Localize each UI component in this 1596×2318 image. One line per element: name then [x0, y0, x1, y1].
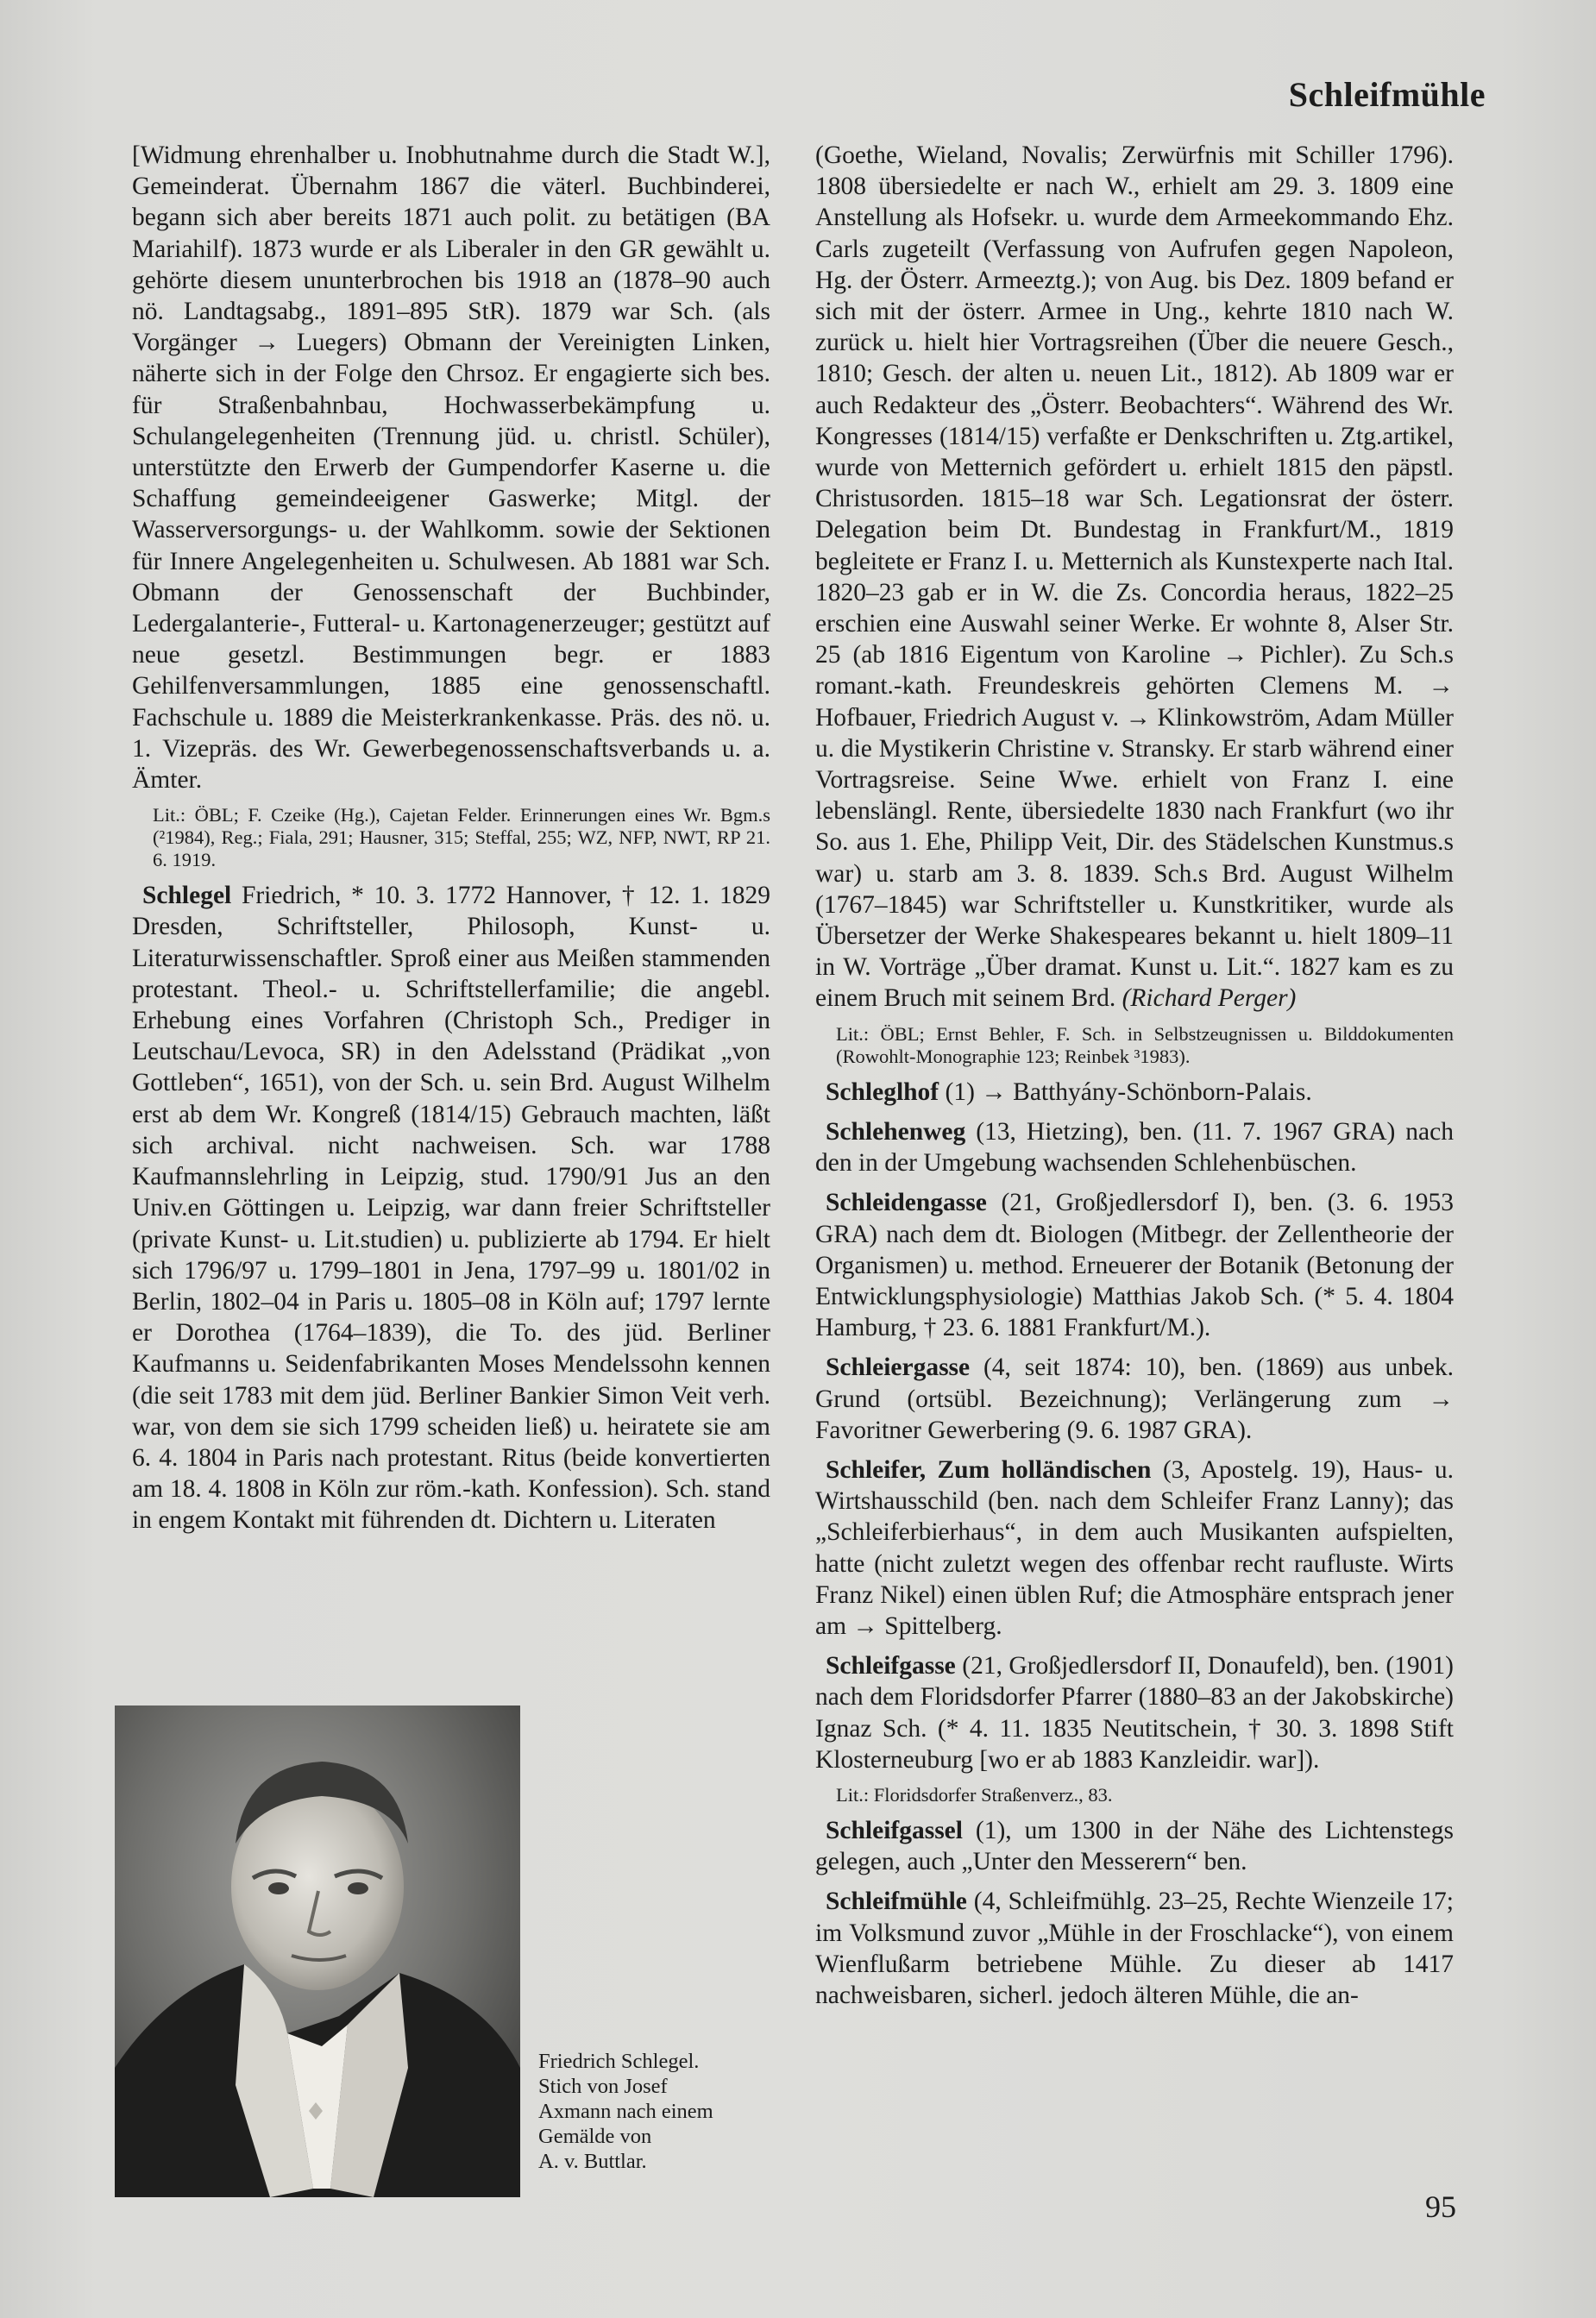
entry-headword: Schleifmühle [826, 1888, 967, 1916]
entry-headword: Schleifer, Zum holländischen [826, 1455, 1152, 1484]
entry-text: (21, Großjedlersdorf I), ben. (3. 6. 1953 GRA) nach dem dt. Biologen (Mitbegr. der Zellentheorie der Organismen) u. method. Erneuerer der Botanik (Betonung der Entwicklungsphysiologie) Matthias Jakob Sch. (* 5. 4. 1804 Hamburg, † 23. 6. 1881 Frankfurt/M.). [815, 1189, 1455, 1342]
entry [815, 1077, 1454, 1108]
entry-headword: Schleidengasse [826, 1189, 987, 1217]
caption-line: Stich von Josef [538, 2075, 668, 2098]
figure-caption [538, 2049, 771, 2174]
entry-text: (21, Großjedlersdorf II, Donaufeld), ben. (1901) nach dem Floridsdorfer Pfarrer (1880–83 an der Jakobskirche) Ignaz Sch. (* 4. 11. 1835 Neutitschein, † 30. 3. 1898 Stift Klosterneuburg [wo er ab 1883 Kanzleidir. war]). [815, 1652, 1454, 1774]
literature-reference: Lit.: ÖBL; Ernst Behler, F. Sch. in Selbstzeugnissen u. Bilddokumenten (Rowohlt-Monographie 123; Reinbek ³1983). [836, 1022, 1454, 1067]
right-column [815, 140, 1454, 2011]
entry-text: (Goethe, Wieland, Novalis; Zerwürfnis mit Schiller 1796). 1808 übersiedelte er nach W., erhielt am 29. 3. 1809 eine Anstellung als Hofsekr. u. wurde dem Armeekommando Ehz. Carls zugeteilt (Verfassung von Aufrufen gegen Napoleon, Hg. der Österr. Armeeztg.); von Aug. bis Dez. 1809 befand er sich mit der österr. Armee in Ung., kehrte 1810 nach W. zurück u. hielt hier Vortragsreihen (Über die neuere Gesch., 1810; Gesch. der alten u. neuen Lit., 1812). Ab 1809 war er auch Redakteur des „Österr. Beobachters“. Während des Wr. Kongresses (1814/15) verfaßte er Denkschriften u. Ztg.artikel, wurde von Metternich gefördert u. erhielt 1815 den päpstl. Christusorden. 1815–18 war Sch. Legationsrat der österr. Delegation beim Dt. Bundestag in Frankfurt/M., 1819 begleitete er Franz I. u. Metternich als Kunstexperte nach Ital. 1820–23 gab er in W. die Zs. Concordia heraus, 1822–25 erschien eine Auswahl seiner Werke. Er wohnte 8, Alser Str. 25 (ab 1816 Eigentum von Karoline → Pichler). Zu Sch.s romant.-kath. Freundeskreis gehörten Clemens M. → Hofbauer, Friedrich August v. → Klinkowström, Adam Müller u. die Mystikerin Christine v. Stransky. Er starb während einer Vortragsreise. Seine Wwe. erhielt von Franz I. eine lebenslängl. Rente, übersiedelte 1830 nach Frankfurt (wo ihr So. aus 1. Ehe, Philipp Veit, Dir. des Städelschen Kunstmus.s war) u. starb am 3. 8. 1839. Sch.s Brd. August Wilhelm (1767–1845) war Schriftsteller u. Kunstkritiker, wurde als Übersetzer der Werke Shakespeares bekannt u. hielt 1809–11 in W. Vorträge „Über dramat. Kunst u. Lit.“. 1827 kam es zu einem Bruch mit seinem Brd. [815, 141, 1454, 1013]
entry-text: (4, seit 1874: 10), ben. (1869) aus unbek. Grund (ortsübl. Bezeichnung); Verlängerung zum → Favoritner Gewerbering (9. 6. 1987 GRA). [815, 1354, 1455, 1444]
entry-text: (1), um 1300 in der Nähe des Lichtenstegs gelegen, auch „Unter den Messerern“ ben. [815, 1816, 1455, 1876]
left-column [132, 140, 770, 1536]
page-number: 95 [1425, 2189, 1456, 2224]
entry [815, 1187, 1454, 1343]
caption-line: Axmann nach einem [538, 2100, 713, 2123]
portrait-engraving [115, 1706, 520, 2197]
portrait-image [115, 1706, 520, 2197]
entry-headword: Schleifgassel [826, 1816, 963, 1844]
entry-headword: Schlegel [142, 882, 232, 910]
entry [815, 1116, 1454, 1178]
entry [815, 1352, 1454, 1446]
entry-text: (13, Hietzing), ben. (11. 7. 1967 GRA) nach den in der Umgebung wachsenden Schlehenbüschen. [815, 1117, 1454, 1178]
entry-headword: Schlehenweg [826, 1117, 966, 1146]
caption-line: Gemälde von [538, 2125, 652, 2148]
entry-text: Friedrich, * 10. 3. 1772 Hannover, † 12. 1. 1829 Dresden, Schriftsteller, Philosoph, Kunst- u. Literaturwissenschaftler. Sproß einer aus Meißen stammenden protestant. Theol.- u. Schriftstellerfamilie; die angebl. Erhebung eines Vorfahren (Christoph Sch., Prediger in Leutschau/Levoca, SR) in den Adelsstand (Prädikat „von Gottleben“, 1651), von der Sch. u. sein Brd. August Wilhelm erst ab dem Wr. Kongreß (1814/15) Gebrauch machten, läßt sich archival. nicht nachweisen. Sch. war 1788 Kaufmannslehrling in Leipzig, stud. 1790/91 Jus an den Univ.en Göttingen u. Leipzig, war dann freier Schriftsteller (private Kunst- u. Lit.studien) u. publizierte ab 1794. Er hielt sich 1796/97 u. 1799–1801 in Jena, 1797–99 u. 1801/02 in Berlin, 1802–04 in Paris u. 1805–08 in Köln auf; 1797 lernte er Dorothea (1764–1839), die To. des jüd. Berliner Kaufmanns u. Seidenfabrikanten Moses Mendelssohn kennen (die seit 1783 mit dem jüd. Berliner Bankier Simon Veit verh. war, von dem sie sich 1799 scheiden ließ) u. heiratete sie am 6. 4. 1804 in Paris nach protestant. Ritus (beide konvertierten am 18. 4. 1808 in Köln zur röm.-kath. Konfession). Sch. stand in engem Kontakt mit führenden dt. Dichtern u. Literaten [132, 882, 770, 1535]
running-head: Schleifmühle [1288, 75, 1486, 114]
entry-author: (Richard Perger) [1122, 984, 1297, 1013]
entry [815, 1454, 1454, 1642]
entry-text: (4, Schleifmühlg. 23–25, Rechte Wienzeile 17; im Volksmund zuvor „Mühle in der Froschlacke“), von einem Wienflußarm betriebene Mühle. Zu dieser ab 1417 nachweisbaren, sicherl. jedoch älteren Mühle, die an- [815, 1888, 1454, 2009]
entry-schlegel [132, 880, 770, 1536]
entry-headword: Schleifgasse [826, 1652, 956, 1680]
caption-line: A. v. Buttlar. [538, 2150, 647, 2173]
entry-text: (1) → Batthyány-Schönborn-Palais. [945, 1077, 1312, 1106]
entry-headword: Schleiergasse [826, 1354, 971, 1382]
entry [815, 1650, 1454, 1775]
entry-text: (3, Apostelg. 19), Haus- u. Wirtshausschild (ben. nach dem Schleifer Franz Lanny); das „Schleiferbierhaus“, in dem auch Musikanten aufspielten, hatte (nicht zuletzt wegen des offenbar recht raufluste. Wirts Franz Nikel) einen üblen Ruf; die Atmosphäre entsprach jener am → Spittelberg. [815, 1455, 1455, 1640]
literature-reference: Lit.: Floridsdorfer Straßenverz., 83. [836, 1783, 1113, 1806]
paragraph-continuation: [Widmung ehrenhalber u. Inobhutnahme durch die Stadt W.], Gemeinderat. Übernahm 1867 die väterl. Buchbinderei, begann sich aber bereits 1871 auch polit. zu betätigen (BA Mariahilf). 1873 wurde er als Liberaler in den GR gewählt u. gehörte diesem ununterbrochen bis 1918 an (1878–90 auch nö. Landtagsabg., 1891–895 StR). 1879 war Sch. (als Vorgänger → Luegers) Obmann der Vereinigten Linken, näherte sich in der Folge den Chrsoz. Er engagierte sich bes. für Straßenbahnbau, Hochwasserbekämpfung u. Schulangelegenheiten (Trennung jüd. u. christl. Schüler), unterstützte den Erwerb der Gumpendorfer Kaserne u. die Schaffung gemeindeeigener Gaswerke; Mitgl. der Wasserversorgungs- u. der Wahlkomm. sowie der Sektionen für Innere Angelegenheiten u. Schulwesen. Ab 1881 war Sch. Obmann der Genossenschaft der Buchbinder, Ledergalanterie-, Futteral- u. Kartonagenerzeuger; gestützt auf neue gesetzl. Bestimmungen begr. er 1883 Gehilfenversammlungen, 1885 eine genossenschaftl. Fachschule u. 1889 die Meisterkrankenkasse. Präs. des nö. u. 1. Vizepräs. des Wr. Gewerbegenossenschaftsverbands u. a. Ämter. [132, 141, 770, 795]
entry-headword: Schleglhof [826, 1077, 939, 1106]
literature-reference: Lit.: ÖBL; F. Czeike (Hg.), Cajetan Felder. Erinnerungen eines Wr. Bgm.s (²1984), Reg.; Fiala, 291; Hausner, 315; Steffal, 255; WZ, NFP, NWT, RP 21. 6. 1919. [153, 804, 770, 871]
entry-schleifmuehle [815, 1886, 1454, 2011]
entry-continuation [815, 140, 1454, 1015]
entry-schleifgassel [815, 1815, 1454, 1877]
caption-line: Friedrich Schlegel. [538, 2050, 700, 2073]
